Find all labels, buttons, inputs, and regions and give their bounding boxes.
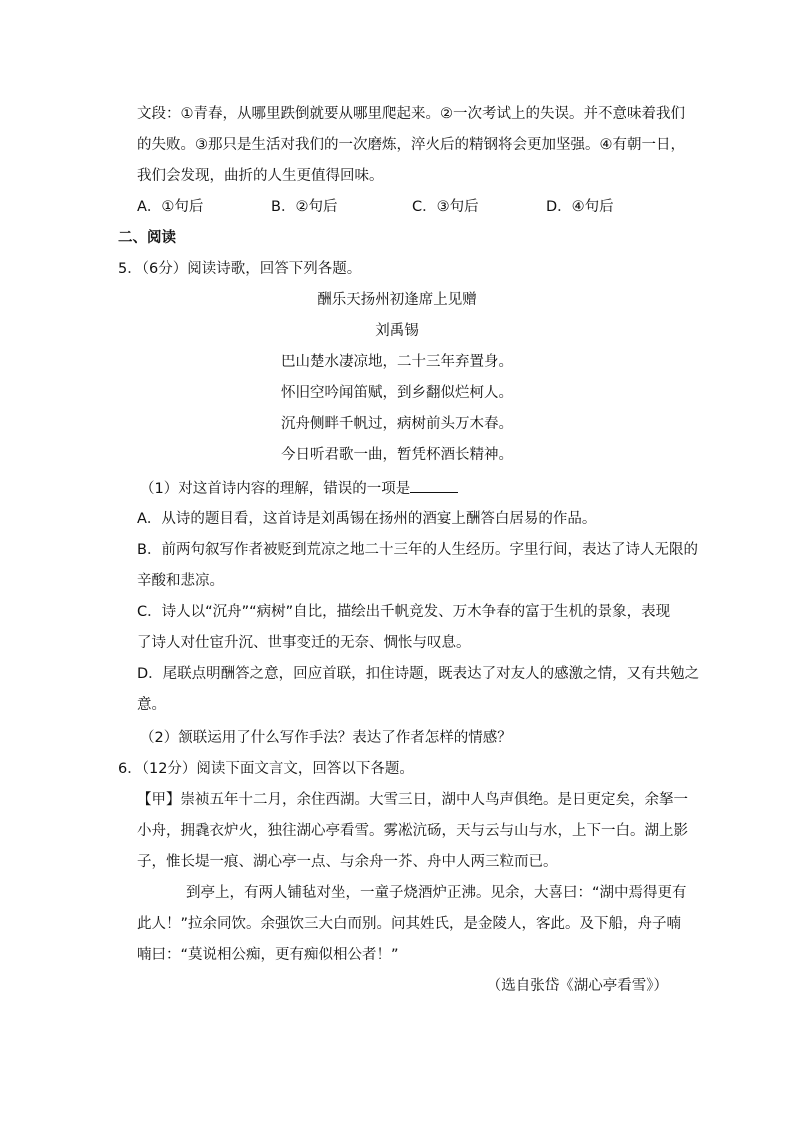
poem-line-1: 巴山楚水凄凉地，二十三年弃置身。 bbox=[281, 354, 513, 370]
source-citation: （选自张岱《湖心亭看雪》） bbox=[486, 978, 668, 994]
poet-name: 刘禹锡 bbox=[375, 323, 419, 339]
poem-line-4: 今日听君歌一曲，暂凭杯酒长精神。 bbox=[281, 447, 513, 463]
poem-line-2: 怀旧空吟闻笛赋，到乡翻似烂柯人。 bbox=[281, 385, 513, 401]
classical-line-1: 【甲】崇祯五年十二月，余住西湖。大雪三日，湖中人鸟声俱绝。是日更定矣，余拏一 bbox=[137, 792, 688, 808]
option-d-line-1: D．尾联点明酬答之意，回应首联，扣住诗题，既表达了对友人的感激之情，又有共勉之 bbox=[137, 666, 700, 682]
sub-question-2: （2）颔联运用了什么写作手法？表达了作者怎样的情感？ bbox=[140, 730, 512, 746]
option-b-line-2: 辛酸和悲凉。 bbox=[137, 573, 224, 589]
choice-d: D．④句后 bbox=[546, 199, 614, 215]
passage-line-2: 的失败。③那只是生活对我们的一次磨炼，淬火后的精钢将会更加坚强。④有朝一日， bbox=[137, 137, 685, 153]
classical-line-3: 子，惟长堤一痕、湖心亭一点、与余舟一芥、舟中人两三粒而已。 bbox=[137, 854, 558, 870]
passage-line-1: 文段：①青春，从哪里跌倒就要从哪里爬起来。②一次考试上的失误。并不意味着我们 bbox=[137, 106, 685, 122]
choice-row bbox=[0, 197, 794, 217]
choice-c: C．③句后 bbox=[412, 199, 479, 215]
question-5-stem: 5．（6分）阅读诗歌，回答下列各题。 bbox=[118, 261, 362, 277]
option-c-line-1: C．诗人以“沉舟”“病树”自比，描绘出千帆竞发、万木争春的富于生机的景象，表现 bbox=[137, 604, 671, 620]
sub-question-1 bbox=[140, 478, 458, 499]
classical-line-2: 小舟，拥毳衣炉火，独往湖心亭看雪。雾凇沆砀，天与云与山与水，上下一白。湖上影 bbox=[137, 823, 688, 839]
question-6-stem: 6．（12分）阅读下面文言文，回答以下各题。 bbox=[118, 761, 414, 777]
answer-blank[interactable] bbox=[410, 478, 458, 493]
classical-line-6: 喃曰：“莫说相公痴，更有痴似相公者！” bbox=[137, 947, 399, 963]
poem-line-3: 沉舟侧畔千帆过，病树前头万木春。 bbox=[281, 416, 513, 432]
option-c-line-2: 了诗人对仕宦升沉、世事变迁的无奈、惆怅与叹息。 bbox=[137, 635, 471, 651]
choice-b: B．②句后 bbox=[271, 199, 338, 215]
poem-title: 酬乐天扬州初逢席上见赠 bbox=[317, 292, 477, 308]
classical-line-5: 此人！”拉余同饮。余强饮三大白而别。问其姓氏，是金陵人，客此。及下船，舟子喃 bbox=[137, 916, 682, 932]
option-b-line-1: B．前两句叙写作者被贬到荒凉之地二十三年的人生经历。字里行间，表达了诗人无限的 bbox=[137, 542, 698, 558]
option-a: A．从诗的题目看，这首诗是刘禹锡在扬州的酒宴上酬答白居易的作品。 bbox=[137, 511, 597, 527]
choice-a: A．①句后 bbox=[137, 199, 204, 215]
option-d-line-2: 意。 bbox=[137, 697, 166, 713]
classical-para2-first-line: 到亭上，有两人铺毡对坐，一童子烧酒炉正沸。见余，大喜曰：“湖中焉得更有 bbox=[186, 885, 687, 901]
sub-question-1-text: （1）对这首诗内容的理解，错误的一项是 bbox=[140, 481, 411, 497]
passage-line-3: 我们会发现，曲折的人生更值得回味。 bbox=[137, 168, 384, 184]
section-heading: 二、阅读 bbox=[118, 230, 176, 246]
